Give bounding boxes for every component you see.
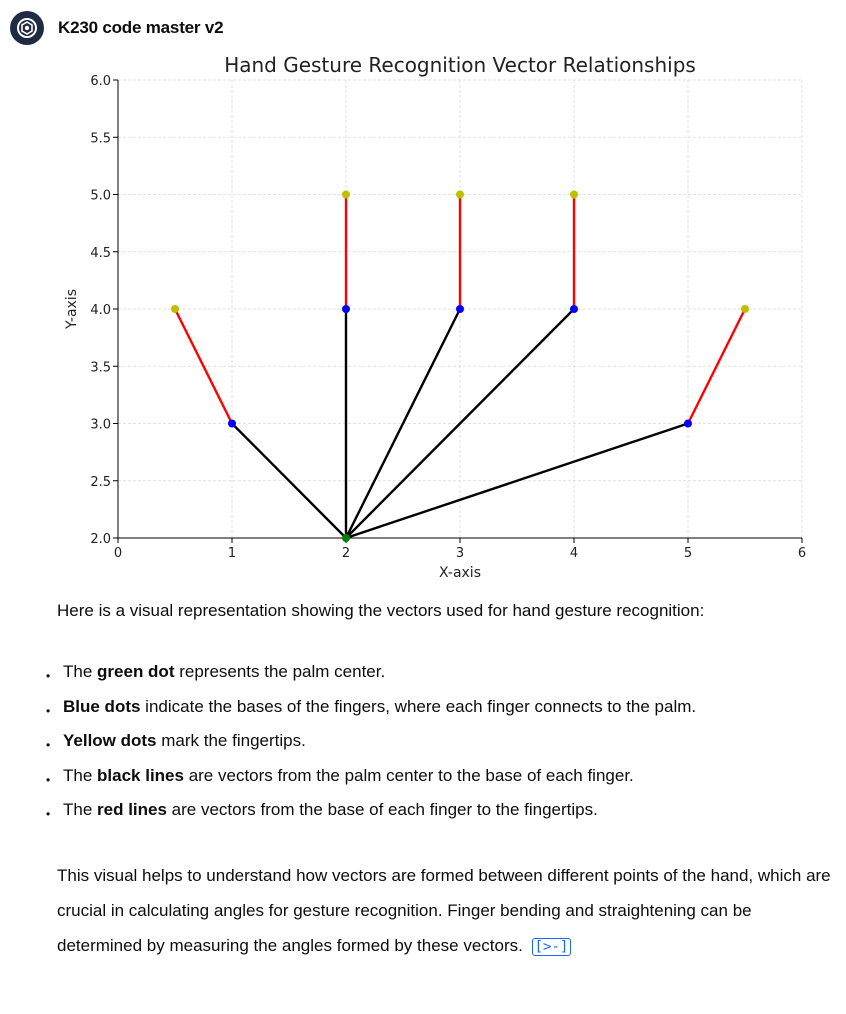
bullet-yellow-dots xyxy=(42,729,696,764)
author-name: K230 code master v2 xyxy=(58,18,224,37)
bullet-text: The xyxy=(63,662,98,681)
intro-text: Here is a visual representation showing the vectors used for hand gesture recognition: xyxy=(57,601,705,620)
bullet-bold: red lines xyxy=(97,800,167,820)
x-tick-label: 4 xyxy=(569,546,579,561)
bullet-text: indicate the bases of the fingers, where each finger connects to the palm. xyxy=(140,696,697,716)
x-tick-label: 0 xyxy=(113,546,123,561)
bullet-bold: black lines xyxy=(97,765,184,785)
fingertip-dot xyxy=(456,191,464,199)
vector-chart xyxy=(50,48,820,588)
bullet-icon: • xyxy=(46,738,51,753)
x-tick-label: 2 xyxy=(341,546,351,561)
finger-base-dot xyxy=(684,420,692,428)
y-tick-label: 5.0 xyxy=(90,188,111,204)
bullet-text: mark the fingertips. xyxy=(156,731,306,751)
bullet-text: The xyxy=(63,800,98,820)
outro-text: This visual helps to understand how vectors are formed between different points of the hand, which are crucial in calculating angles for gesture recognition. Finger bending and straightening can be determined by measuring the angles formed by these vectors. xyxy=(57,866,831,955)
bullet-icon: • xyxy=(46,807,51,822)
bullet-bold: Yellow dots xyxy=(63,731,157,751)
finger-base-dot xyxy=(570,305,578,313)
bullet-icon: • xyxy=(46,772,51,787)
citation-link[interactable]: [>-] xyxy=(532,938,572,956)
bullet-text: The xyxy=(63,765,98,785)
base-to-tip-vector xyxy=(688,309,745,424)
bullet-text: are vectors from the base of each finger to the fingertips. xyxy=(166,800,598,820)
bullet-bold: green dot xyxy=(97,662,175,681)
y-tick-label: 2.5 xyxy=(90,474,111,490)
chart-image xyxy=(50,48,820,593)
finger-base-dot xyxy=(228,420,236,428)
palm-to-base-vector xyxy=(346,424,688,539)
y-tick-label: 3.5 xyxy=(90,360,111,376)
y-tick-label: 3.0 xyxy=(90,417,111,433)
fingertip-dot xyxy=(342,191,350,199)
finger-base-dot xyxy=(456,305,464,313)
y-tick-label: 6.0 xyxy=(90,74,111,89)
gpt-logo-icon xyxy=(16,17,38,39)
x-tick-label: 6 xyxy=(797,546,807,561)
fingertip-dot xyxy=(171,305,179,313)
outro-paragraph xyxy=(57,858,832,963)
bullet-blue-dots xyxy=(42,695,696,730)
bullet-icon: • xyxy=(46,669,51,683)
bullet-bold: Blue dots xyxy=(63,696,141,716)
y-tick-label: 4.0 xyxy=(90,303,111,318)
bullet-red-lines xyxy=(42,798,696,833)
bullet-text: represents the palm center. xyxy=(174,662,386,681)
x-tick-label: 5 xyxy=(683,546,693,561)
bullet-text: are vectors from the palm center to the base of each finger. xyxy=(183,765,634,785)
fingertip-dot xyxy=(570,191,578,199)
x-tick-label: 3 xyxy=(455,546,465,561)
bullet-green-dot xyxy=(42,660,696,695)
y-axis-label: Y-axis xyxy=(64,289,80,329)
chart-title: Hand Gesture Recognition Vector Relationships xyxy=(224,53,696,77)
bullet-icon: • xyxy=(46,703,51,718)
gpt-avatar[interactable] xyxy=(10,11,44,45)
palm-center-dot xyxy=(342,534,350,542)
y-tick-label: 4.5 xyxy=(90,245,111,261)
fingertip-dot xyxy=(741,305,749,313)
y-tick-label: 5.5 xyxy=(90,131,111,147)
legend-bullet-list xyxy=(42,660,696,833)
y-tick-label: 2.0 xyxy=(90,532,111,547)
message-header xyxy=(10,10,223,46)
x-axis-label: X-axis xyxy=(439,565,481,581)
x-tick-label: 1 xyxy=(227,546,237,561)
finger-base-dot xyxy=(342,305,350,313)
bullet-black-lines xyxy=(42,764,696,799)
